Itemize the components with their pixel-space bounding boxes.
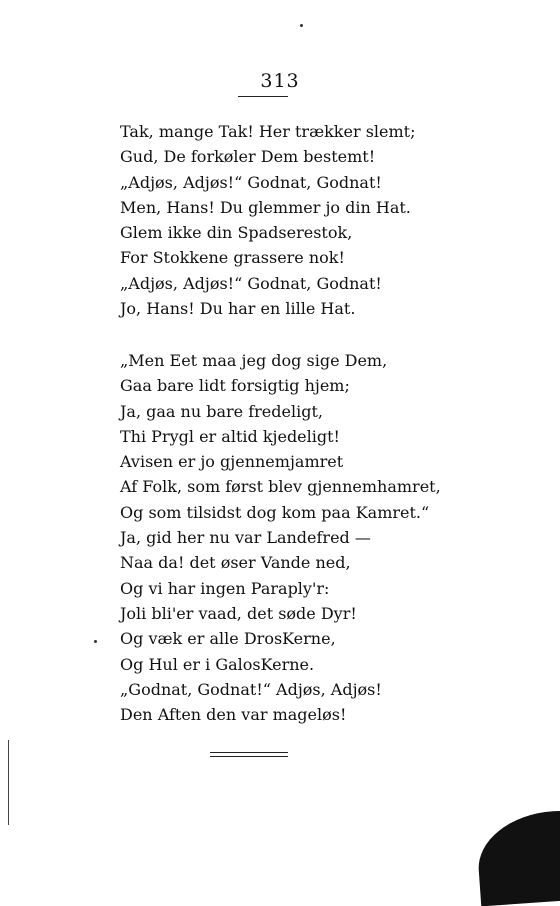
verse-line: Gud, De forkøler Dem bestemt! (120, 147, 376, 167)
scan-corner-shadow (475, 808, 560, 906)
verse-line: Tak, mange Tak! Her trækker slemt; (120, 122, 416, 141)
verse-line: „Godnat, Godnat!“ Adjøs, Adjøs! (120, 679, 382, 699)
verse-line: „Men Eet maa jeg dog sige Dem, (120, 351, 388, 370)
verse-line: Af Folk, som først blev gjennemhamret, (120, 477, 441, 497)
page-number: 313 (260, 70, 300, 92)
verse-line: Men, Hans! Du glemmer jo din Hat. (120, 197, 411, 217)
verse-line: Joli bli'er vaad, det søde Dyr! (120, 603, 357, 623)
verse-line: „Adjøs, Adjøs!“ Godnat, Godnat! (120, 172, 382, 192)
stanza-2 (120, 348, 441, 727)
verse-line: Og væk er alle DrosKerne, (120, 629, 336, 649)
stanza-1 (120, 119, 415, 321)
verse-line: Og Hul er i GalosKerne. (120, 654, 315, 674)
verse-line: Naa da! det øser Vande ned, (120, 553, 351, 573)
verse-line: Ja, gid her nu var Landefred — (120, 528, 371, 548)
verse-line: Og vi har ingen Paraply'r: (120, 578, 330, 598)
verse-line: Thi Prygl er altid kjedeligt! (120, 426, 340, 446)
verse-line: Avisen er jo gjennemjamret (120, 452, 344, 472)
verse-line: Gaa bare lidt forsigtig hjem; (120, 376, 350, 396)
scan-edge-line (8, 740, 9, 825)
verse-line: For Stokkene grassere nok! (120, 248, 345, 268)
verse-line: Glem ikke din Spadserestok, (120, 223, 353, 243)
end-double-rule-top (210, 752, 288, 753)
verse-line: Den Aften den var mageløs! (120, 705, 347, 725)
verse-line: Og som tilsidst dog kom paa Kamret.“ (120, 502, 430, 522)
ink-speck (300, 24, 303, 27)
ink-speck (94, 640, 97, 643)
verse-line: Ja, gaa nu bare fredeligt, (120, 401, 323, 421)
verse-line: Jo, Hans! Du har en lille Hat. (120, 299, 356, 319)
end-double-rule-bottom (210, 756, 288, 757)
page-number-rule (238, 96, 288, 97)
verse-line: „Adjøs, Adjøs!“ Godnat, Godnat! (120, 273, 382, 293)
